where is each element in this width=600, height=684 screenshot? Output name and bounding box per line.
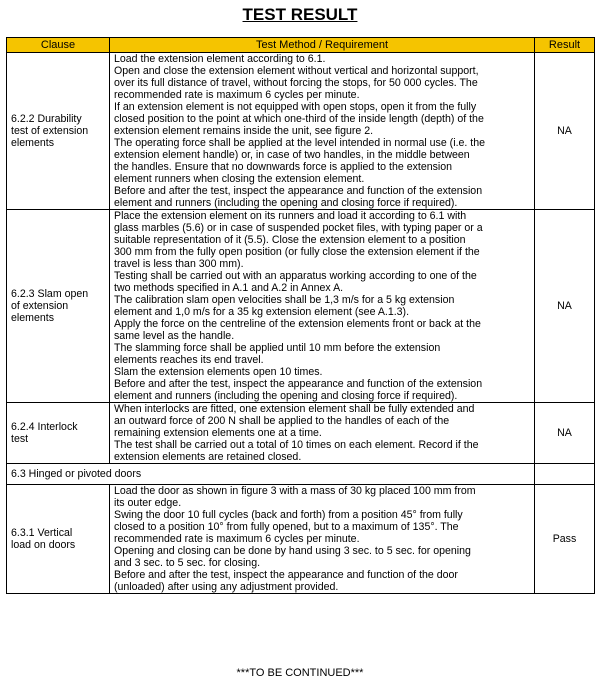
method-line: If an extension element is not equipped with open stops, open it from the fully (114, 101, 477, 113)
method-line: closed position to the point at which one-third of the inside length (depth) of the (114, 113, 484, 125)
continued-note: ***TO BE CONTINUED*** (236, 667, 364, 679)
column-header-result: Result (535, 38, 595, 53)
method-line: and 3 sec. to 5 sec. for closing. (114, 557, 261, 569)
method-line: Load the extension element according to 6.1. (114, 53, 326, 65)
method-line: When interlocks are fitted, one extension element shall be fully extended and (114, 403, 475, 415)
table-row (7, 485, 595, 594)
method-line: Swing the door 10 full cycles (back and forth) from a position 45° from fully (114, 509, 463, 521)
method-line: element and runners (including the opening and closing force if required). (114, 197, 458, 209)
method-line: Load the door as shown in figure 3 with a mass of 30 kg placed 100 mm from (114, 485, 476, 497)
method-line: The test shall be carried out a total of 10 times on each element. Record if the (114, 439, 479, 451)
column-header-clause: Clause (7, 38, 110, 53)
method-line: Opening and closing can be done by hand using 3 sec. to 5 sec. for opening (114, 545, 471, 557)
method-line: element runners when closing the extension element. (114, 173, 365, 185)
clause-line: elements (11, 137, 54, 149)
method-line: over its full distance of travel, without forcing the stops, for 50 000 cycles. The (114, 77, 478, 89)
method-line: elements reaches its end travel. (114, 354, 264, 366)
clause-line: 6.3.1 Vertical (11, 527, 73, 539)
method-cell (110, 403, 535, 464)
table-row (7, 403, 595, 464)
method-cell (110, 53, 535, 210)
method-line: The calibration slam open velocities shall be 1,3 m/s for a 5 kg extension (114, 294, 455, 306)
clause-line: test of extension (11, 125, 89, 137)
clause-line: of extension (11, 300, 69, 312)
clause-cell (7, 485, 110, 594)
report-title (0, 5, 600, 25)
method-line: Before and after the test, inspect the appearance and function of the extension (114, 185, 483, 197)
method-line: an outward force of 200 N shall be applied to the handles of each of the (114, 415, 450, 427)
method-line: Place the extension element on its runners and load it according to 6.1 with (114, 210, 467, 222)
method-line: closed to a position 10° from fully opened, but to a maximum of 135°. The (114, 521, 459, 533)
result-cell: Pass (535, 485, 595, 594)
clause-cell (7, 403, 110, 464)
clause-line: 6.2.2 Durability (11, 113, 82, 125)
method-line: element and runners (including the opening and closing force if required). (114, 390, 458, 402)
clause-cell (7, 53, 110, 210)
section-row (7, 464, 595, 485)
method-line: Slam the extension elements open 10 times. (114, 366, 323, 378)
table-row (7, 53, 595, 210)
method-line: same level as the handle. (114, 330, 235, 342)
column-header-method: Test Method / Requirement (110, 38, 535, 53)
table-row (7, 210, 595, 403)
test-result-table (6, 37, 595, 594)
clause-cell (7, 210, 110, 403)
method-line: Apply the force on the centreline of the extension elements front or back at the (114, 318, 481, 330)
method-line: Before and after the test, inspect the appearance and function of the door (114, 569, 458, 581)
result-cell-empty (535, 464, 595, 485)
method-line: two methods specified in A.1 and A.2 in Annex A. (114, 282, 344, 294)
table-header-row (7, 38, 595, 53)
method-line: Open and close the extension element without vertical and horizontal support, (114, 65, 479, 77)
method-line: remaining extension elements one at a time. (114, 427, 322, 439)
method-line: extension elements are retained closed. (114, 451, 302, 463)
clause-line: 6.2.3 Slam open (11, 288, 89, 300)
method-line: its outer edge. (114, 497, 182, 509)
method-line: glass marbles (5.6) or in case of suspended pocket files, with typing paper or a (114, 222, 483, 234)
method-line: recommended rate is maximum 6 cycles per minute. (114, 89, 360, 101)
method-line: suitable representation of it (5.5). Close the extension element to a position (114, 234, 466, 246)
method-line: element and 1,0 m/s for a 35 kg extension element (see A.1.3). (114, 306, 410, 318)
method-line: The operating force shall be applied at the level intended in normal use (i.e. the (114, 137, 486, 149)
clause-line: elements (11, 312, 54, 324)
method-cell (110, 485, 535, 594)
method-line: 300 mm from the fully open position (or fully close the extension element if the (114, 246, 480, 258)
method-line: travel is less than 300 mm). (114, 258, 244, 270)
report-title-text: TEST RESULT (242, 5, 358, 24)
clause-line: load on doors (11, 539, 76, 551)
method-cell (110, 210, 535, 403)
method-line: Before and after the test, inspect the appearance and function of the extension (114, 378, 483, 390)
clause-line: test (11, 433, 29, 445)
section-heading: 6.3 Hinged or pivoted doors (7, 464, 535, 485)
method-line: extension element handle) or, in case of two handles, in the middle between (114, 149, 470, 161)
method-line: the handles. Ensure that no downwards force is applied to the extension (114, 161, 453, 173)
method-line: recommended rate is maximum 6 cycles per minute. (114, 533, 360, 545)
method-line: Testing shall be carried out with an apparatus working according to one of the (114, 270, 477, 282)
method-line: The slamming force shall be applied until 10 mm before the extension (114, 342, 441, 354)
result-cell: NA (535, 403, 595, 464)
result-cell: NA (535, 210, 595, 403)
method-line: extension element remains inside the unit, see figure 2. (114, 125, 374, 137)
result-cell: NA (535, 53, 595, 210)
method-line: (unloaded) after using any adjustment provided. (114, 581, 339, 593)
clause-line: 6.2.4 Interlock (11, 421, 78, 433)
